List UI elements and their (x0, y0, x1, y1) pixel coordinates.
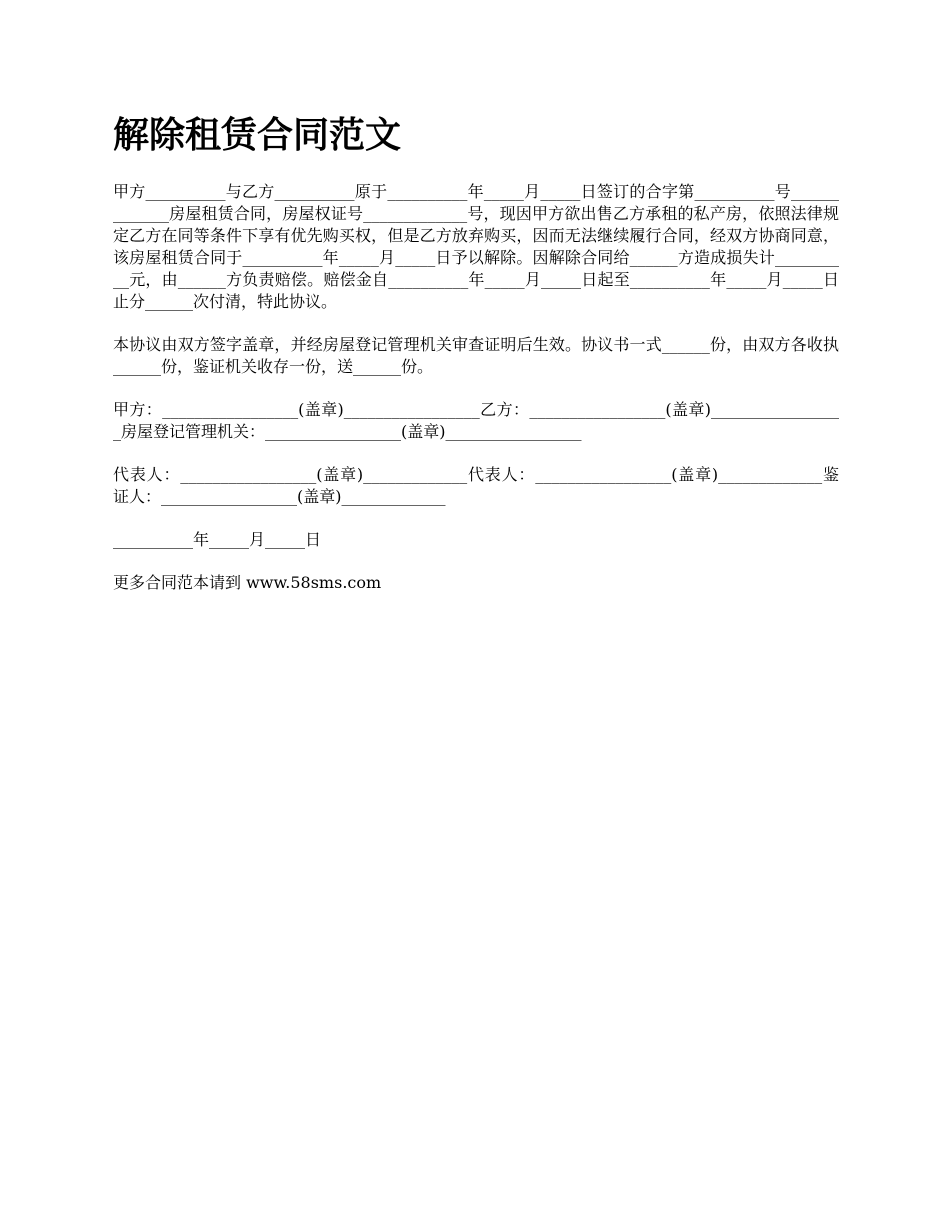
date-line: __________年_____月_____日 (113, 530, 322, 549)
signature-block-parties: 甲方：_________________(盖章)_________________乙方：_________________(盖章)_________________房屋登记管理机关：_________________(盖章)_________________ (113, 400, 839, 441)
signature-block-representatives: 代表人：_________________(盖章)_____________代表人：_________________(盖章)_____________鉴证人：_________________(盖章)_____________ (113, 465, 839, 506)
document-page (113, 113, 839, 615)
document-title: 解除租赁合同范文 (113, 115, 402, 156)
body-paragraph-termination: 甲方__________与乙方__________原于__________年_____月_____日签订的合字第__________号_____________房屋租赁合同，房屋权证号_____________号，现因甲方欲出售乙方承租的私产房，依照法律规定乙方在同等条件下享有优先购买权，但是乙方放弃购买，因而无法继续履行合同，经双方协商同意，该房屋租赁合同于__________年_____月_____日予以解除。因解除合同给______方造成损失计__________元，由______方负责赔偿。赔偿金自__________年_____月_____日起至__________年_____月_____日止分______次付清，特此协议。 (113, 182, 839, 311)
footer-note: 更多合同范本请到 www.58sms.com (113, 573, 382, 592)
body-paragraph-effect: 本协议由双方签字盖章，并经房屋登记管理机关审查证明后生效。协议书一式______份，由双方各收执______份，鉴证机关收存一份，送______份。 (113, 335, 839, 376)
